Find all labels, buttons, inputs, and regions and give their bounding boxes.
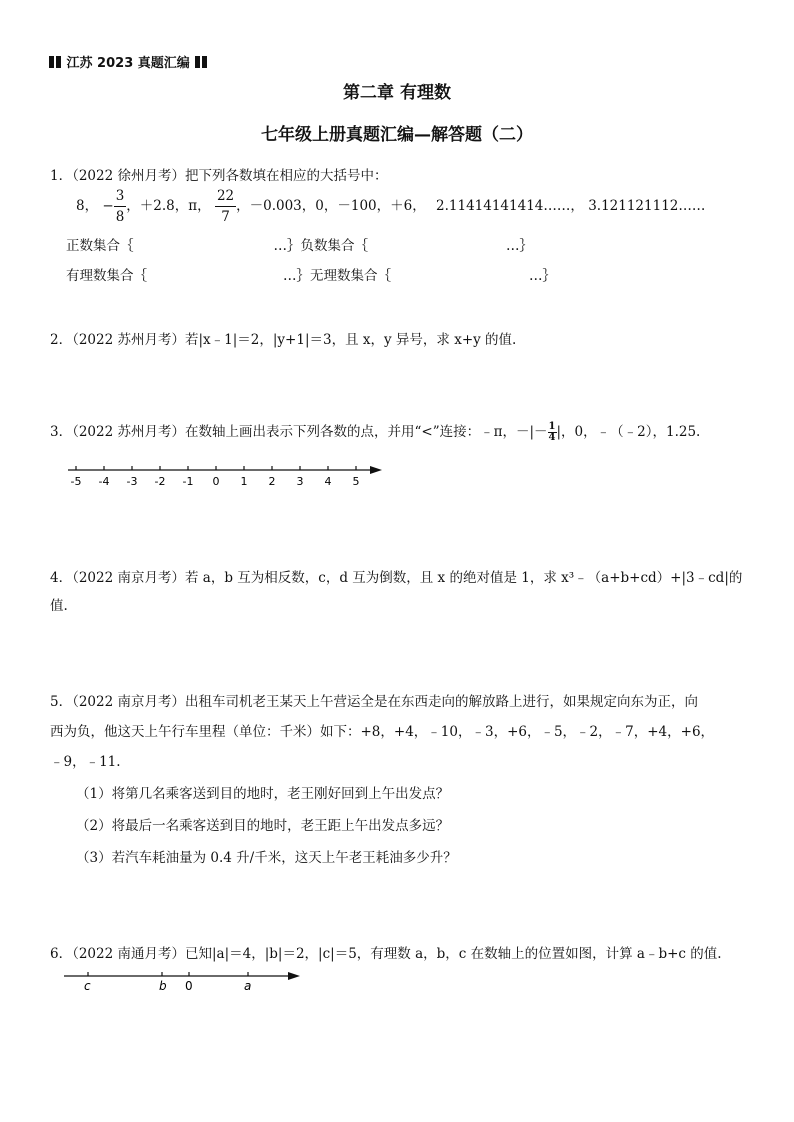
q1-item: − <box>102 198 114 214</box>
label-a: a <box>244 979 252 993</box>
tick-label: 1 <box>240 475 248 488</box>
tick-label: 4 <box>324 475 332 488</box>
positive-set-label: 正数集合｛ <box>66 238 134 254</box>
arrow-icon <box>370 466 382 474</box>
tick-label: -2 <box>154 475 166 488</box>
q4-line-2: 值. <box>50 598 68 614</box>
q1-item: 3.121121112…… <box>588 198 706 214</box>
q1-set-line-2 <box>66 264 556 284</box>
tick-label: -1 <box>182 475 194 488</box>
tick-label: -4 <box>98 475 110 488</box>
header-mark-icon <box>56 56 61 68</box>
q2-text: 2．（2022 苏州月考）若|x﹣1|＝2，|y+1|＝3，且 x，y 异号，求 x+y 的值. <box>50 332 517 348</box>
chapter-title: 第二章 有理数 <box>343 83 451 103</box>
set-close: …｝ <box>506 238 533 254</box>
q1-set-line-1 <box>66 234 533 254</box>
fraction-3-8 <box>114 186 127 227</box>
q3-text <box>50 420 700 443</box>
q5-line-1: 5．（2022 南京月考）出租车司机老王某天上午营运全是在东西走向的解放路上进行，如果规定向东为正，向 <box>50 694 698 710</box>
arrow-icon <box>288 972 300 980</box>
header-mark-icon <box>195 56 200 68</box>
label-b: b <box>159 979 167 993</box>
page-subtitle: 七年级上册真题汇编—解答题（二） <box>261 125 533 145</box>
irrational-set-label: …｝无理数集合｛ <box>283 268 391 284</box>
tick-label: 3 <box>296 475 304 488</box>
fraction-denominator: 8 <box>115 209 125 225</box>
label-c: c <box>84 979 91 993</box>
tick-label: 5 <box>352 475 360 488</box>
tick-label: -5 <box>70 475 82 488</box>
tick-label: -3 <box>126 475 138 488</box>
q3-text-a: 3．（2022 苏州月考）在数轴上画出表示下列各数的点，并用“<”连接：﹣π，－|－ <box>50 424 548 440</box>
q5-sub-3: （3）若汽车耗油量为 0.4 升/千米，这天上午老王耗油多少升？ <box>76 850 457 866</box>
q1-number-list <box>76 186 705 227</box>
q1-item: 8， <box>76 198 99 214</box>
q6-text: 6．（2022 南通月考）已知|a|＝4，|b|＝2，|c|＝5，有理数 a，b，c 在数轴上的位置如图，计算 a﹣b+c 的值. <box>50 946 722 962</box>
q4-line-1: 4．（2022 南京月考）若 a，b 互为相反数，c，d 互为倒数，且 x 的绝对值是 1，求 x³﹣（a+b+cd）+|3﹣cd|的 <box>50 570 743 586</box>
set-close: …｝ <box>529 268 556 284</box>
q5-sub-2: （2）将最后一名乘客送到目的地时，老王距上午出发点多远？ <box>76 818 450 834</box>
q5-line-3: ﹣9，﹣11. <box>50 754 121 770</box>
q1-item: ，＋2.8，π， <box>126 198 211 214</box>
fraction-1-4 <box>548 422 557 443</box>
q1-prompt: 1．（2022 徐州月考）把下列各数填在相应的大括号中： <box>50 168 388 184</box>
tick-label: 2 <box>268 475 276 488</box>
fraction-numerator: 3 <box>114 186 127 207</box>
q6-number-line <box>58 966 308 996</box>
header-text: 江苏 2023 真题汇编 <box>66 56 190 71</box>
negative-set-label: …｝负数集合｛ <box>273 238 368 254</box>
label-zero: 0 <box>185 979 193 993</box>
document-header <box>48 52 208 71</box>
q1-item: ，－0.003，0，－100，＋6， <box>236 198 426 214</box>
fraction-denominator: 4 <box>548 432 556 443</box>
q3-text-b: |，0，﹣（﹣2），1.25. <box>556 424 701 440</box>
fraction-numerator: 1 <box>548 421 556 432</box>
fraction-numerator: 22 <box>215 186 236 207</box>
q3-number-line <box>60 458 390 492</box>
q1-item: 2.11414141414……， <box>436 198 584 214</box>
q5-line-2: 西为负，他这天上午行车里程（单位：千米）如下：+8，+4，﹣10，﹣3，+6，﹣5，﹣2，﹣7，+4，+6， <box>50 724 715 740</box>
header-mark-icon <box>49 56 54 68</box>
fraction-denominator: 7 <box>221 209 230 225</box>
rational-set-label: 有理数集合｛ <box>66 268 147 284</box>
q5-sub-1: （1）将第几名乘客送到目的地时，老王刚好回到上午出发点？ <box>76 786 450 802</box>
header-mark-icon <box>202 56 207 68</box>
fraction-22-7 <box>215 186 236 227</box>
tick-label: 0 <box>212 475 220 488</box>
